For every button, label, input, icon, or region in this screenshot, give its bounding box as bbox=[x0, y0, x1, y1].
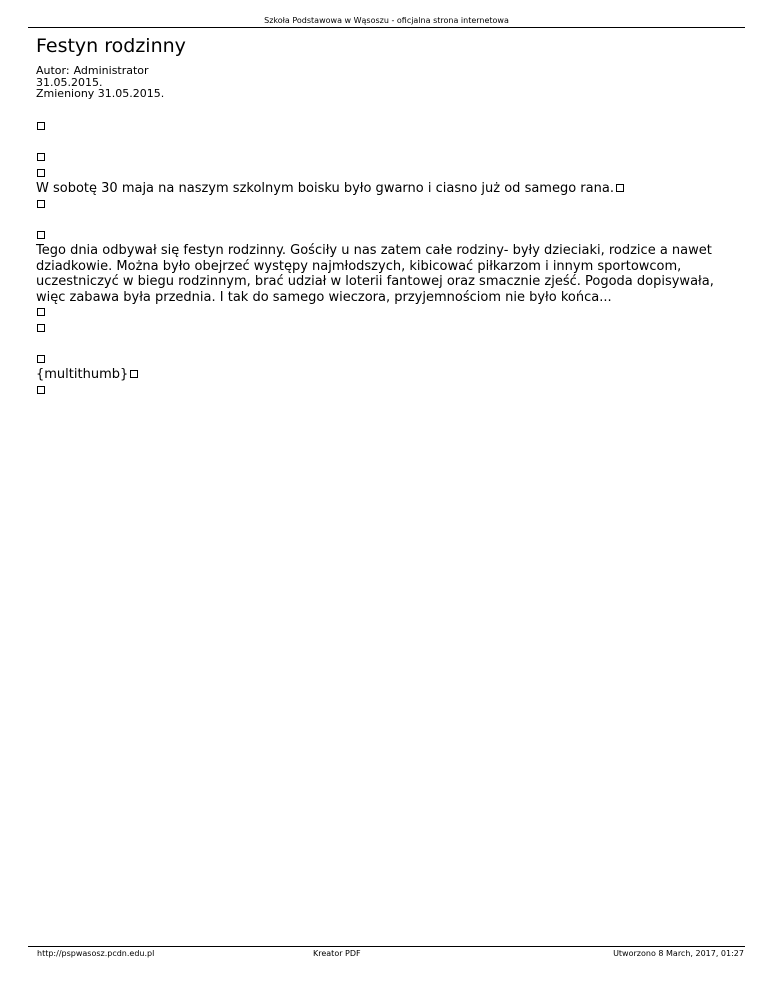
missing-glyph-icon bbox=[616, 184, 624, 192]
glyph-line bbox=[36, 321, 736, 337]
footer-url[interactable]: http://pspwasosz.pcdn.edu.pl bbox=[37, 949, 155, 958]
author-line bbox=[36, 65, 164, 77]
glyph-line bbox=[36, 352, 736, 368]
missing-glyph-icon bbox=[37, 386, 45, 394]
article-title: Festyn rodzinny bbox=[36, 35, 186, 57]
created-date: 31.05.2015. bbox=[36, 75, 103, 89]
footer-creator: Kreator PDF bbox=[313, 949, 361, 958]
glyph-line bbox=[36, 119, 736, 135]
site-name: Szkoła Podstawowa w Wąsoszu - oficjalna strona internetowa bbox=[264, 16, 509, 25]
page-header bbox=[28, 14, 745, 28]
blank-line bbox=[36, 135, 736, 151]
glyph-line bbox=[36, 383, 736, 399]
missing-glyph-icon bbox=[37, 324, 45, 332]
missing-glyph-icon bbox=[37, 231, 45, 239]
page-footer bbox=[28, 946, 745, 959]
missing-glyph-icon bbox=[37, 200, 45, 208]
paragraph-main: Tego dnia odbywał się festyn rodzinny. Gościły u nas zatem całe rodziny- były dzieciaki, rodzice a nawet dziadkowie. Można było obejrzeć występy najmłodszych, kibicować piłkarzom i innym sportowcom, uczestniczyć w biegu rodzinnym, brać udział w loterii fantowej oraz smacznie zjeść. Pogoda dopisywała, więc zabawa była przednia. I tak do samego wieczora, przyjemnościom nie było końca... bbox=[36, 243, 714, 305]
glyph-line bbox=[36, 150, 736, 166]
author-label: Autor: bbox=[36, 64, 70, 77]
missing-glyph-icon bbox=[37, 122, 45, 130]
missing-glyph-icon bbox=[37, 355, 45, 363]
blank-line bbox=[36, 212, 736, 228]
modified-date: Zmieniony 31.05.2015. bbox=[36, 87, 165, 100]
glyph-line bbox=[36, 166, 736, 182]
article-meta bbox=[36, 65, 164, 100]
blank-line bbox=[36, 336, 736, 352]
author-name: Administrator bbox=[73, 64, 149, 77]
paragraph-intro-text: W sobotę 30 maja na naszym szkolnym boisku było gwarno i ciasno już od samego rana. bbox=[36, 181, 614, 196]
glyph-line bbox=[36, 305, 736, 321]
multithumb-line bbox=[36, 367, 736, 383]
glyph-line bbox=[36, 228, 736, 244]
footer-created-date: Utworzono 8 March, 2017, 01:27 bbox=[613, 949, 744, 958]
paragraph-intro bbox=[36, 181, 736, 197]
missing-glyph-icon bbox=[37, 169, 45, 177]
missing-glyph-icon bbox=[37, 153, 45, 161]
missing-glyph-icon bbox=[37, 308, 45, 316]
multithumb-text: {multithumb} bbox=[36, 367, 129, 382]
missing-glyph-icon bbox=[130, 370, 138, 378]
glyph-line bbox=[36, 197, 736, 213]
article-body bbox=[36, 119, 736, 398]
